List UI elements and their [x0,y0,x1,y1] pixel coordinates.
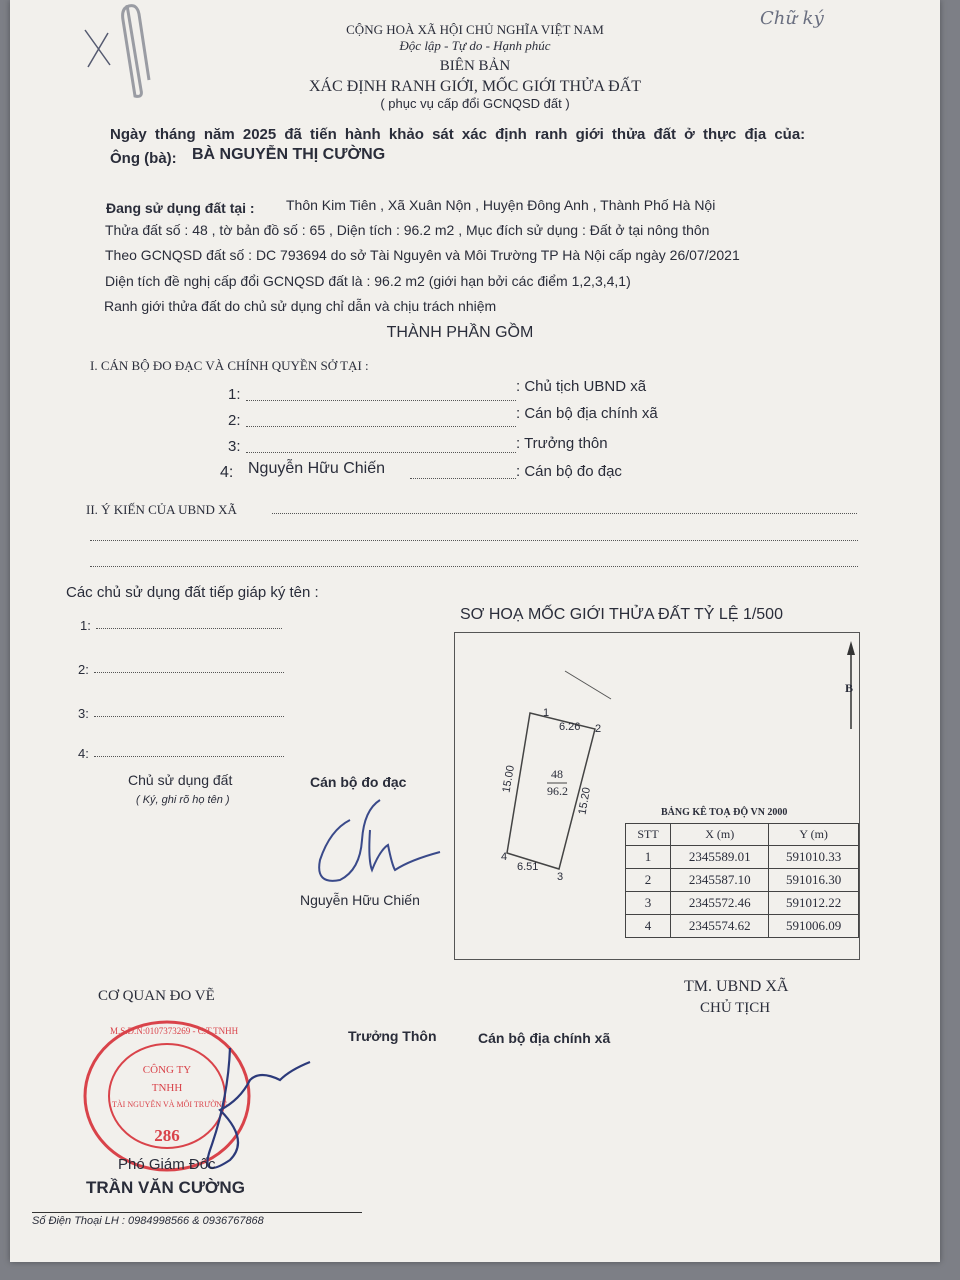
surveyor-label: Cán bộ đo đạc [310,774,407,790]
surveyor-signature [300,790,450,900]
point-3-label: 3 [557,871,564,883]
row-y: 591016.30 [769,869,859,892]
member-2-role: : Cán bộ địa chính xã [516,405,658,422]
member-3-role: : Trưởng thôn [516,435,608,452]
document-subtitle: XÁC ĐỊNH RANH GIỚI, MỐC GIỚI THỬA ĐẤT [308,78,642,95]
coordinate-table [625,823,859,938]
owner-sign-hint: ( Ký, ghi rõ họ tên ) [136,794,230,806]
north-arrow-icon [847,641,855,655]
owner-label: Ông (bà): [110,150,177,167]
member-4-blank [410,478,516,479]
point-2-label: 2 [595,723,602,735]
row-x: 2345589.01 [671,846,769,869]
area-line: Diện tích đề nghị cấp đổi GCNQSD đất là : 96.2 m2 (giới hạn bởi các điểm 1,2,3,4,1) [105,273,631,289]
stamp-number: 286 [154,1126,180,1145]
row-stt: 3 [626,892,671,915]
table-row [626,869,859,892]
certificate-line: Theo GCNQSD đất số : DC 793694 do sở Tài Nguyên và Môi Trường TP Hà Nội cấp ngày 26/07/2021 [105,247,740,263]
sketch-title: SƠ HOẠ MỐC GIỚI THỬA ĐẤT TỶ LỆ 1/500 [460,606,783,623]
member-3-blank [246,452,516,453]
country-name: CỘNG HOÀ XÃ HỘI CHỦ NGHĨA VIỆT NAM [346,22,604,37]
point-1-label: 1 [543,707,550,719]
neighbor-boundary-line [565,671,611,699]
composition-title: THÀNH PHẦN GỒM [386,324,534,341]
opinion-line-2 [90,540,858,541]
member-3-num: 3: [228,438,241,455]
table-row [626,915,859,938]
location-value: Thôn Kim Tiên , Xã Xuân Nộn , Huyện Đông Anh , Thành Phố Hà Nội [286,197,716,213]
village-head-label: Trưởng Thôn [348,1028,437,1044]
header-y: Y (m) [769,824,859,846]
row-x: 2345587.10 [671,869,769,892]
deputy-director-label: Phó Giám Đốc [118,1156,216,1173]
neighbor-2-blank [94,672,284,673]
agency-title: CƠ QUAN ĐO VẼ [98,988,215,1004]
parcel-area: 96.2 [547,784,568,798]
edge-bottom-length: 6.51 [517,861,539,873]
document-title: BIÊN BẢN [439,58,511,74]
member-1-role: : Chủ tịch UBND xã [516,378,647,395]
member-1-num: 1: [228,386,241,403]
sketch-frame [454,632,860,960]
section1-title: I. CÁN BỘ ĐO ĐẠC VÀ CHÍNH QUYỀN SỞ TẠI : [90,358,369,373]
north-label: B [845,681,854,695]
document-page [10,0,940,1262]
row-y: 591006.09 [769,915,859,938]
stamp-ring-text: M.S.D.N:0107373269 - C.T.TNHH [110,1026,239,1036]
stamp-company: CÔNG TY [142,1064,192,1076]
coord-table-title: BẢNG KÊ TOẠ ĐỘ VN 2000 [661,807,788,818]
point-4-label: 4 [501,851,508,863]
member-1-blank [246,400,516,401]
table-header-row [626,824,859,846]
location-label: Đang sử dụng đất tại : [106,200,255,216]
director-name: TRẦN VĂN CƯỜNG [86,1178,245,1197]
document-purpose: ( phục vụ cấp đổi GCNQSD đất ) [380,96,570,111]
row-x: 2345572.46 [671,892,769,915]
edge-left-length: 15.00 [500,764,518,794]
parcel-number: 48 [551,767,563,781]
neighbor-1-blank [96,628,282,629]
neighbor-3-blank [94,716,284,717]
land-officer-label: Cán bộ địa chính xã [478,1030,611,1046]
handwritten-note: Chữ ký [760,8,824,29]
neighbors-title: Các chủ sử dụng đất tiếp giáp ký tên : [66,584,319,601]
footer-phone: Số Điện Thoại LH : 0984998566 & 0936767868 [32,1212,362,1227]
opinion-line-3 [90,566,858,567]
stamp-type: TNHH [151,1082,183,1094]
member-2-blank [246,426,516,427]
row-stt: 2 [626,869,671,892]
opinion-line-1 [272,513,857,514]
date-line: Ngày tháng năm 2025 đã tiến hành khảo sát xác định ranh giới thửa đất ở thực địa của: [110,126,806,143]
neighbor-4-num: 4: [78,746,89,761]
ubnd-title: TM. UBND XÃ [684,978,789,995]
national-motto: Độc lập - Tự do - Hạnh phúc [399,38,551,53]
pen-mark-icon [80,25,120,75]
owner-sign-label: Chủ sử dụng đất [128,772,233,788]
boundary-line: Ranh giới thửa đất do chủ sử dụng chỉ dẫn và chịu trách nhiệm [104,298,497,314]
edge-top-length: 6.26 [559,721,581,733]
member-2-num: 2: [228,412,241,429]
row-stt: 1 [626,846,671,869]
header-stt: STT [626,824,671,846]
edge-right-length: 15.20 [576,786,594,816]
row-stt: 4 [626,915,671,938]
chairman-title: CHỦ TỊCH [700,1000,771,1016]
surveyor-name: Nguyễn Hữu Chiến [300,892,420,908]
header-x: X (m) [671,824,769,846]
table-row [626,892,859,915]
row-y: 591012.22 [769,892,859,915]
member-4-name: Nguyễn Hữu Chiến [248,460,386,477]
member-4-num: 4: [220,464,234,481]
table-row [626,846,859,869]
member-4-role: : Cán bộ đo đạc [516,463,622,480]
parcel-line: Thửa đất số : 48 , tờ bản đồ số : 65 , Diện tích : 96.2 m2 , Mục đích sử dụng : Đất ở tại nông thôn [105,222,710,238]
row-x: 2345574.62 [671,915,769,938]
owner-name: BÀ NGUYỄN THỊ CƯỜNG [192,146,386,163]
section2-title: II. Ý KIẾN CỦA UBND XÃ [86,502,237,517]
neighbor-1-num: 1: [80,618,91,633]
neighbor-2-num: 2: [78,662,89,677]
stamp-field: TÀI NGUYÊN VÀ MÔI TRƯỜNG [112,1100,228,1109]
row-y: 591010.33 [769,846,859,869]
neighbor-4-blank [94,756,284,757]
neighbor-3-num: 3: [78,706,89,721]
